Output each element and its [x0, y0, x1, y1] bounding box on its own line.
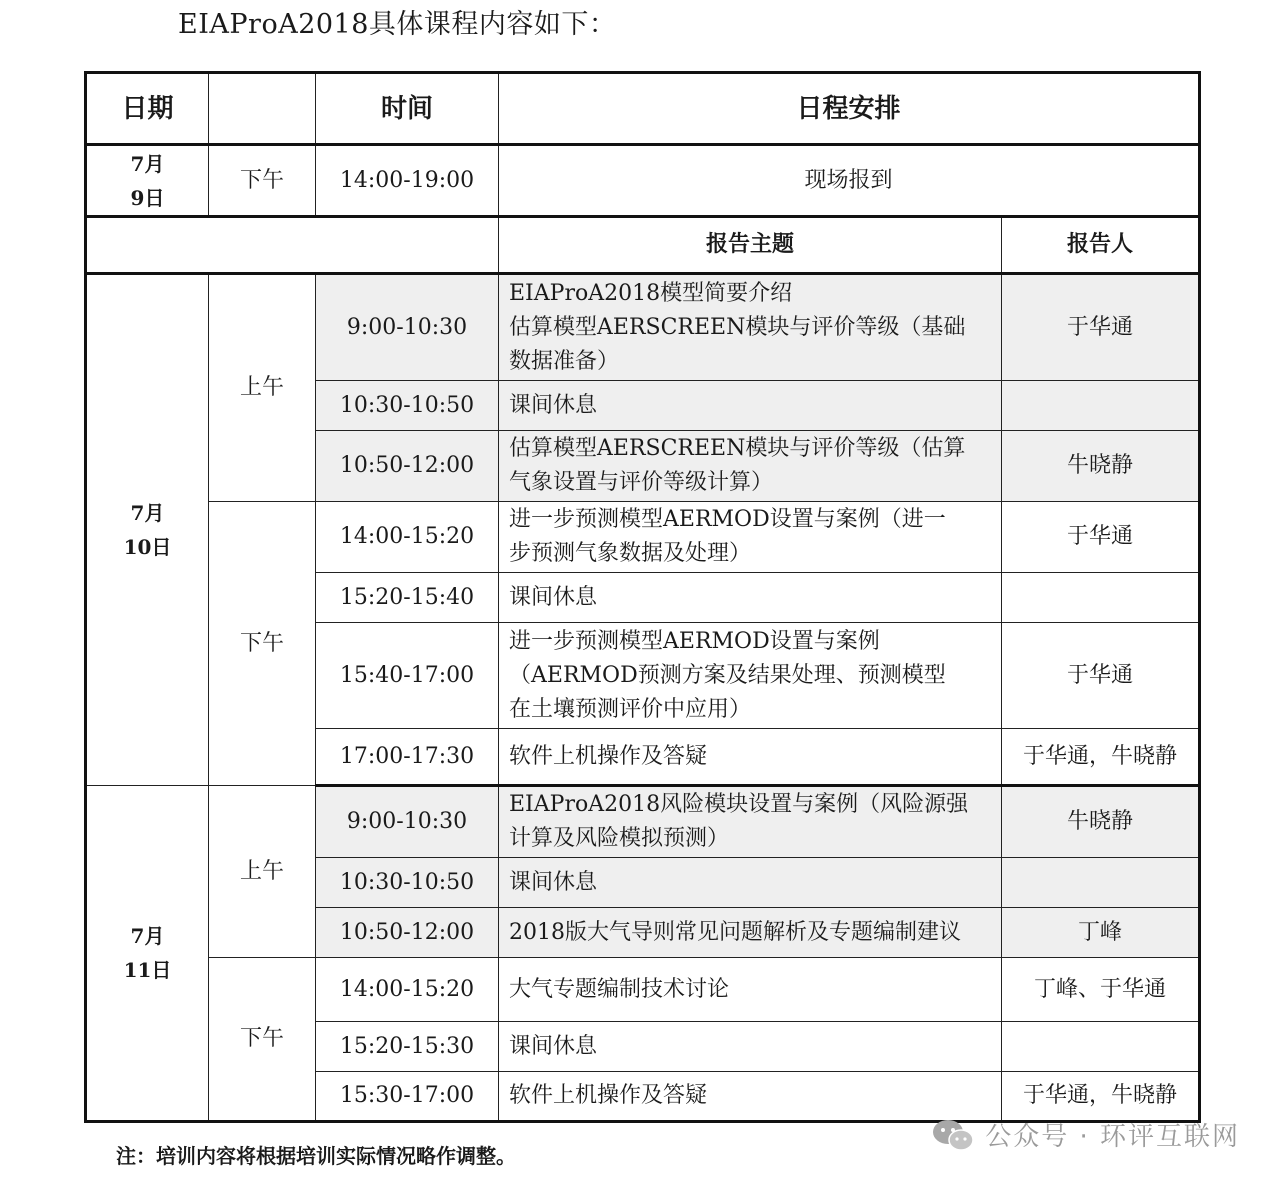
day2-date-month: 7月	[130, 501, 165, 525]
day3-date	[86, 786, 209, 1122]
header-date: 日期	[86, 73, 209, 145]
day2-speaker-7: 于华通，牛晓静	[1002, 729, 1200, 786]
subheader-row	[86, 217, 1200, 274]
day3-topic-3	[499, 908, 1002, 958]
day3-time-1: 9:00-10:30	[316, 786, 499, 858]
day2-time-2: 10:30-10:50	[316, 381, 499, 431]
page-heading: EIAProA2018具体课程内容如下：	[178, 9, 617, 40]
day2-topic-6-line-2: （AERMOD预测方案及结果处理、预测模型	[509, 662, 946, 688]
day2-topic-1-line-3: 数据准备）	[509, 348, 620, 374]
day2-topic-3-line-1: 估算模型AERSCREEN模块与评价等级（估算	[509, 436, 966, 461]
subheader-speaker: 报告人	[1002, 217, 1200, 274]
day1-period: 下午	[209, 145, 316, 217]
day2-topic-1-line-1: EIAProA2018模型简要介绍	[509, 280, 793, 306]
day2-topic-4	[499, 502, 1002, 573]
day3-topic-2-line-1: 课间休息	[509, 869, 598, 895]
day2-morning: 上午	[209, 274, 316, 502]
day2-speaker-4: 于华通	[1002, 502, 1200, 573]
day2-topic-6-line-1: 进一步预测模型AERMOD设置与案例	[509, 628, 880, 654]
day2-topic-6	[499, 623, 1002, 729]
day2-topic-3	[499, 431, 1002, 502]
day2-topic-1	[499, 274, 1002, 381]
day2-time-3: 10:50-12:00	[316, 431, 499, 502]
day2-topic-4-line-1: 进一步预测模型AERMOD设置与案例（进一	[509, 507, 946, 532]
day3-speaker-3: 丁峰	[1002, 908, 1200, 958]
day2-row-4	[86, 502, 1200, 573]
day3-row-4	[86, 958, 1200, 1022]
day3-afternoon: 下午	[209, 958, 316, 1122]
header-time: 时间	[316, 73, 499, 145]
day2-topic-7-line-1: 软件上机操作及答疑	[509, 743, 708, 769]
day1-date-day: 9日	[130, 185, 165, 210]
day1-time: 14:00-19:00	[316, 145, 499, 217]
day2-time-7: 17:00-17:30	[316, 729, 499, 786]
day3-topic-1-line-2: 计算及风险模拟预测）	[509, 826, 730, 851]
day2-time-5: 15:20-15:40	[316, 573, 499, 623]
day3-topic-1-line-1: EIAProA2018风险模块设置与案例（风险源强	[509, 792, 969, 817]
day1-date	[86, 145, 209, 217]
day2-row-1	[86, 274, 1200, 381]
day3-topic-3-line-1: 2018版大气导则常见问题解析及专题编制建议	[509, 919, 961, 945]
day3-topic-1	[499, 786, 1002, 858]
day2-speaker-1: 于华通	[1002, 274, 1200, 381]
footnote: 注：培训内容将根据培训实际情况略作调整。	[116, 1144, 516, 1168]
day2-time-4: 14:00-15:20	[316, 502, 499, 573]
day3-speaker-6: 于华通，牛晓静	[1002, 1072, 1200, 1122]
day2-topic-2-line-1: 课间休息	[509, 392, 598, 418]
subheader-topic: 报告主题	[499, 217, 1002, 274]
day2-topic-5-line-1: 课间休息	[509, 584, 598, 610]
table-header-row	[86, 73, 1200, 145]
day2-date-day: 10日	[123, 535, 172, 559]
day3-speaker-4: 丁峰、于华通	[1002, 958, 1200, 1022]
day3-time-2: 10:30-10:50	[316, 858, 499, 908]
day3-morning: 上午	[209, 786, 316, 958]
day2-topic-5	[499, 573, 1002, 623]
day3-topic-2	[499, 858, 1002, 908]
day1-topic-text: 现场报到	[804, 167, 893, 193]
day3-speaker-5	[1002, 1022, 1200, 1072]
schedule-table	[84, 71, 1201, 1123]
day1-topic	[499, 145, 1200, 217]
subheader-blank	[86, 217, 499, 274]
watermark	[931, 1116, 1240, 1153]
day3-topic-6	[499, 1072, 1002, 1122]
day2-topic-2	[499, 381, 1002, 431]
day1-date-month: 7月	[130, 151, 165, 176]
day2-afternoon: 下午	[209, 502, 316, 786]
day3-topic-4-line-1: 大气专题编制技术讨论	[509, 976, 730, 1002]
day2-topic-6-line-3: 在土壤预测评价中应用）	[509, 696, 752, 722]
day3-row-1	[86, 786, 1200, 858]
day1-row	[86, 145, 1200, 217]
day2-topic-3-line-2: 气象设置与评价等级计算）	[509, 470, 774, 495]
header-blank	[209, 73, 316, 145]
day3-topic-4	[499, 958, 1002, 1022]
day2-speaker-3: 牛晓静	[1002, 431, 1200, 502]
day2-topic-1-line-2: 估算模型AERSCREEN模块与评价等级（基础	[509, 314, 966, 340]
day3-topic-5	[499, 1022, 1002, 1072]
day3-speaker-1: 牛晓静	[1002, 786, 1200, 858]
day3-date-day: 11日	[123, 958, 172, 982]
day3-topic-5-line-1: 课间休息	[509, 1033, 598, 1059]
day2-topic-4-line-2: 步预测气象数据及处理）	[509, 541, 752, 566]
day2-time-6: 15:40-17:00	[316, 623, 499, 729]
day3-time-3: 10:50-12:00	[316, 908, 499, 958]
day3-topic-6-line-1: 软件上机操作及答疑	[509, 1083, 708, 1108]
day3-time-5: 15:20-15:30	[316, 1022, 499, 1072]
watermark-text: 公众号 · 环评互联网	[985, 1122, 1240, 1152]
day3-time-6: 15:30-17:00	[316, 1072, 499, 1122]
wechat-icon	[931, 1117, 975, 1153]
day3-speaker-2	[1002, 858, 1200, 908]
day3-time-4: 14:00-15:20	[316, 958, 499, 1022]
day2-time-1: 9:00-10:30	[316, 274, 499, 381]
day2-speaker-5	[1002, 573, 1200, 623]
day3-date-month: 7月	[130, 924, 165, 948]
day2-date	[86, 274, 209, 786]
header-schedule: 日程安排	[499, 73, 1200, 145]
day2-topic-7	[499, 729, 1002, 786]
day2-speaker-6: 于华通	[1002, 623, 1200, 729]
day2-speaker-2	[1002, 381, 1200, 431]
